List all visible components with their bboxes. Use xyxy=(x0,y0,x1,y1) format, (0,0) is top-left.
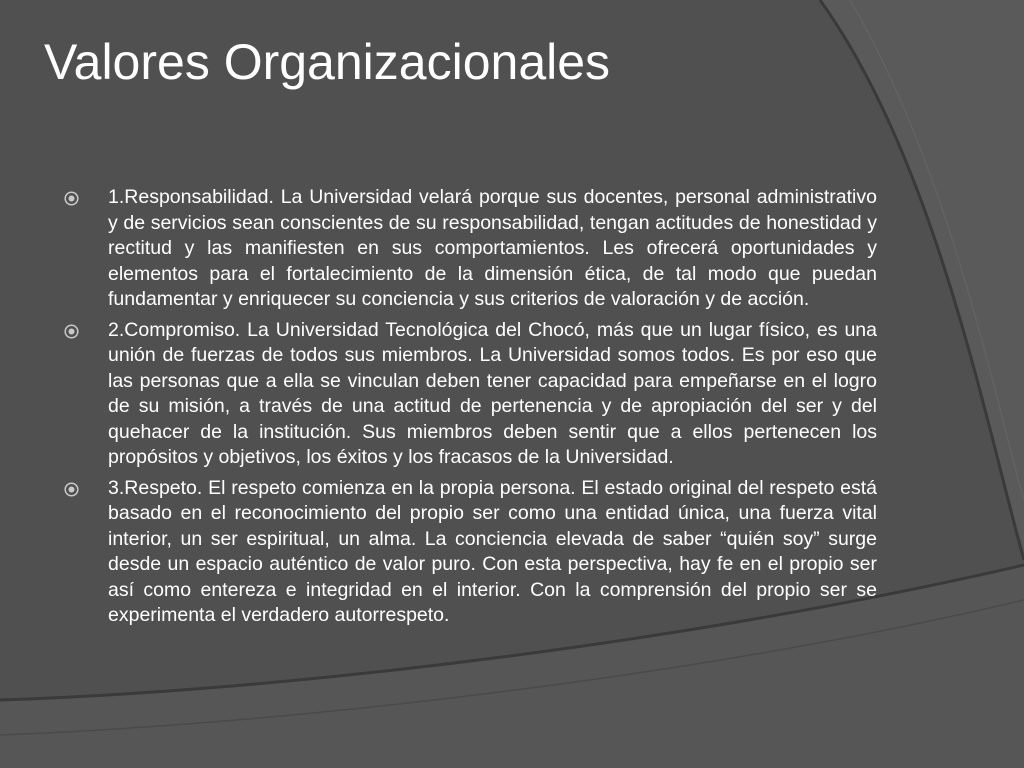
circle-bullet-icon xyxy=(64,191,79,206)
bullet-item-compromiso xyxy=(64,318,877,471)
bullet-item-responsabilidad xyxy=(64,185,877,313)
bullet-item-respeto xyxy=(64,476,877,629)
slide-title: Valores Organizacionales xyxy=(44,34,611,90)
circle-bullet-icon xyxy=(64,324,79,339)
bullet-text: 3.Respeto. El respeto comienza en la propia persona. El estado original del respeto está basado en el reconocimiento del propio ser como una entidad única, una fuerza vital interior, un ser espiritual, un alma. La conciencia elevada de saber “quién soy” surge desde un espacio auténtico de valor puro. Con esta perspectiva, hay fe en el propio ser así como entereza e integridad en el interior. Con la comprensión del propio ser se experimenta el verdadero autorrespeto. xyxy=(108,476,877,626)
bullet-text: 2.Compromiso. La Universidad Tecnológica del Chocó, más que un lugar físico, es una unión de fuerzas de todos sus miembros. La Universidad somos todos. Es por eso que las personas que a ella se vinculan deben tener capacidad para empeñarse en el logro de su misión, a través de una actitud de pertenencia y de apropiación del ser y del quehacer de la institución. Sus miembros deben sentir que a ellos pertenecen los propósitos y objetivos, los éxitos y los fracasos de la Universidad. xyxy=(108,318,877,468)
bullet-list xyxy=(64,185,877,634)
bullet-text: 1.Responsabilidad. La Universidad velará porque sus docentes, personal administrativo y de servicios sean conscientes de su responsabilidad, tengan actitudes de honestidad y rectitud y las manifiesten en sus comportamientos. Les ofrecerá oportunidades y elementos para el fortalecimiento de la dimensión ética, de tal modo que puedan fundamentar y enriquecer su conciencia y sus criterios de valoración y de acción. xyxy=(108,186,877,310)
circle-bullet-icon xyxy=(64,482,79,497)
